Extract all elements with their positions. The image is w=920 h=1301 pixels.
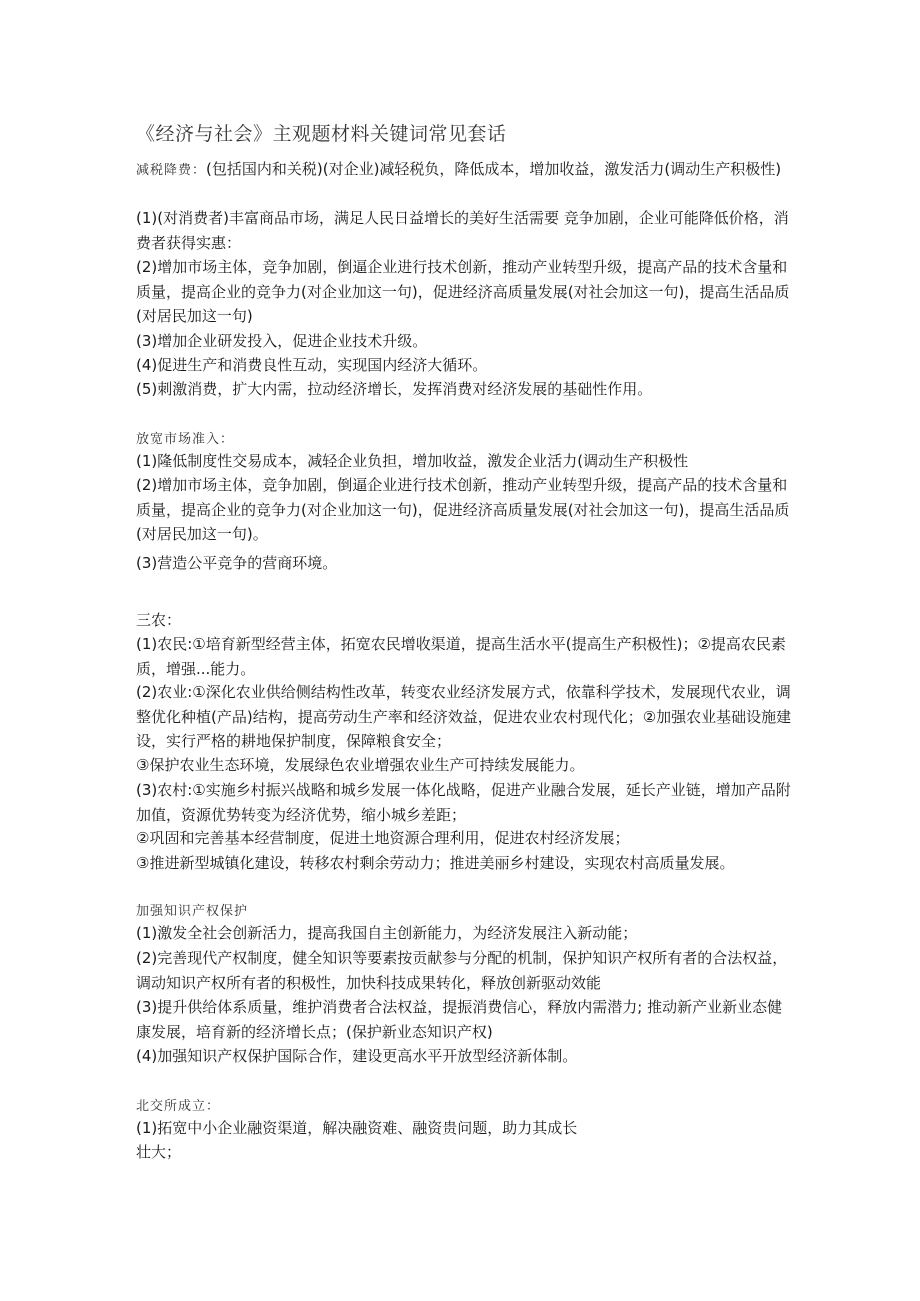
section-market-item-1: (1)隆低制度性交易成本，减轻企业负担，增加收益，激发企业活力(调动生产积极性: [136, 452, 689, 470]
section-heading-agriculture: 三农：: [136, 611, 182, 629]
section-tax-item-1: (1)(对消费者)丰富商品市场，满足人民日益增长的美好生活需要 竞争加剧，企业可能降低价格，消费者获得实惠：: [136, 209, 789, 252]
section-heading-market-access: 放宽市场准入：: [136, 432, 235, 447]
section-tax-item-2: (2)增加市场主体，竞争加剧，倒逼企业进行技术创新，推动产业转型升级，提高产品的技术含量和质量，提高企业的竞争力(对企业加这一句)，促进经济高质量发展(对社会加这一句)，提高生活品质(对居民加这一句): [136, 258, 790, 325]
section-agri-item-1: (1)农民:①培育新型经营主体，拓宽农民增收渠道，提高生活水平(提高生产积极性)；②提高农民素质，增强...能力。: [136, 635, 786, 678]
section-ip-item-1: (1)激发全社会创新活力，提高我国自主创新能力，为经济发展注入新动能；: [136, 924, 638, 942]
section-heading-bse: 北交所成立：: [136, 1099, 221, 1114]
section-bse-item-1: (1)拓宽中小企业融资渠道，解决融资难、融资贵问题，助力其成长: [136, 1119, 578, 1137]
section-market-item-3: (3)营造公平竞争的营商环境。: [136, 554, 338, 572]
section-agri-item-5: ②巩固和完善基本经营制度，促进土地资源合理利用，促进农村经济发展；: [136, 829, 630, 847]
section-tax-lead-text: (包括国内和关税)(对企业)减轻税负，降低成本，增加收益，激发活力(调动生产积极性): [206, 160, 782, 178]
section-tax-item-4: (4)促进生产和消费良性互动，实现国内经济大循环。: [136, 356, 488, 374]
section-tax-item-5: (5)刺激消费，扩大内需，拉动经济增长，发挥消费对经济发展的基础性作用。: [136, 380, 653, 398]
section-bse-item-2: 壮大；: [136, 1143, 182, 1161]
section-tax-lead: [136, 157, 792, 184]
section-agri-item-2: (2)农业:①深化农业供给侧结构性改革，转变农业经济发展方式，依靠科学技术，发展现代农业，调整优化种植(产品)结构，提高劳动生产率和经济效益，促进农业农村现代化；②加强农业基础设施建设，实行严格的耕地保护制度，保障粮食安全；: [136, 683, 792, 750]
section-market-item-2: (2)增加市场主体，竞争加剧，倒逼企业进行技术创新，推动产业转型升级，提高产品的技术含量和质量，提高企业的竞争力(对企业加这一句)，促进经济高质量发展(对社会加这一句)，提高生活品质(对居民加这一句)。: [136, 476, 790, 543]
document-title: 《经济与社会》主观题材料关键词常见套话: [136, 123, 507, 145]
section-ip-item-3: (3)提升供给体系质量，维护消费者合法权益，提振消费信心，释放内需潜力; 推动新产业新业态健康发展，培育新的经济增长点；(保护新业态知识产权): [136, 998, 783, 1041]
section-heading-tax: 减税降费：: [136, 163, 207, 178]
section-agri-item-3: ③保护农业生态环境，发展绿色农业增强农业生产可持续发展能力。: [136, 756, 585, 774]
section-ip-item-4: (4)加强知识产权保护国际合作，建设更高水平开放型经济新体制。: [136, 1047, 578, 1065]
section-agri-item-4: (3)农村:①实施乡村振兴战略和城乡发展一体化战略，促进产业融合发展，延长产业链，增加产品附加值，资源优势转变为经济优势，缩小城乡差距；: [136, 781, 791, 824]
section-agri-item-6: ③推进新型城镇化建设，转移农村剩余劳动力；推进美丽乡村建设，实现农村高质量发展。: [136, 854, 735, 872]
section-tax-item-3: (3)增加企业研发投入，促进企业技术升级。: [136, 332, 428, 350]
section-heading-ip-protection: 加强知识产权保护: [136, 904, 249, 919]
section-ip-item-2: (2)完善现代产权制度，健全知识等要素按贡献参与分配的机制，保护知识产权所有者的合法权益，调动知识产权所有者的积极性，加快科技成果转化，释放创新驱动效能: [136, 949, 788, 992]
